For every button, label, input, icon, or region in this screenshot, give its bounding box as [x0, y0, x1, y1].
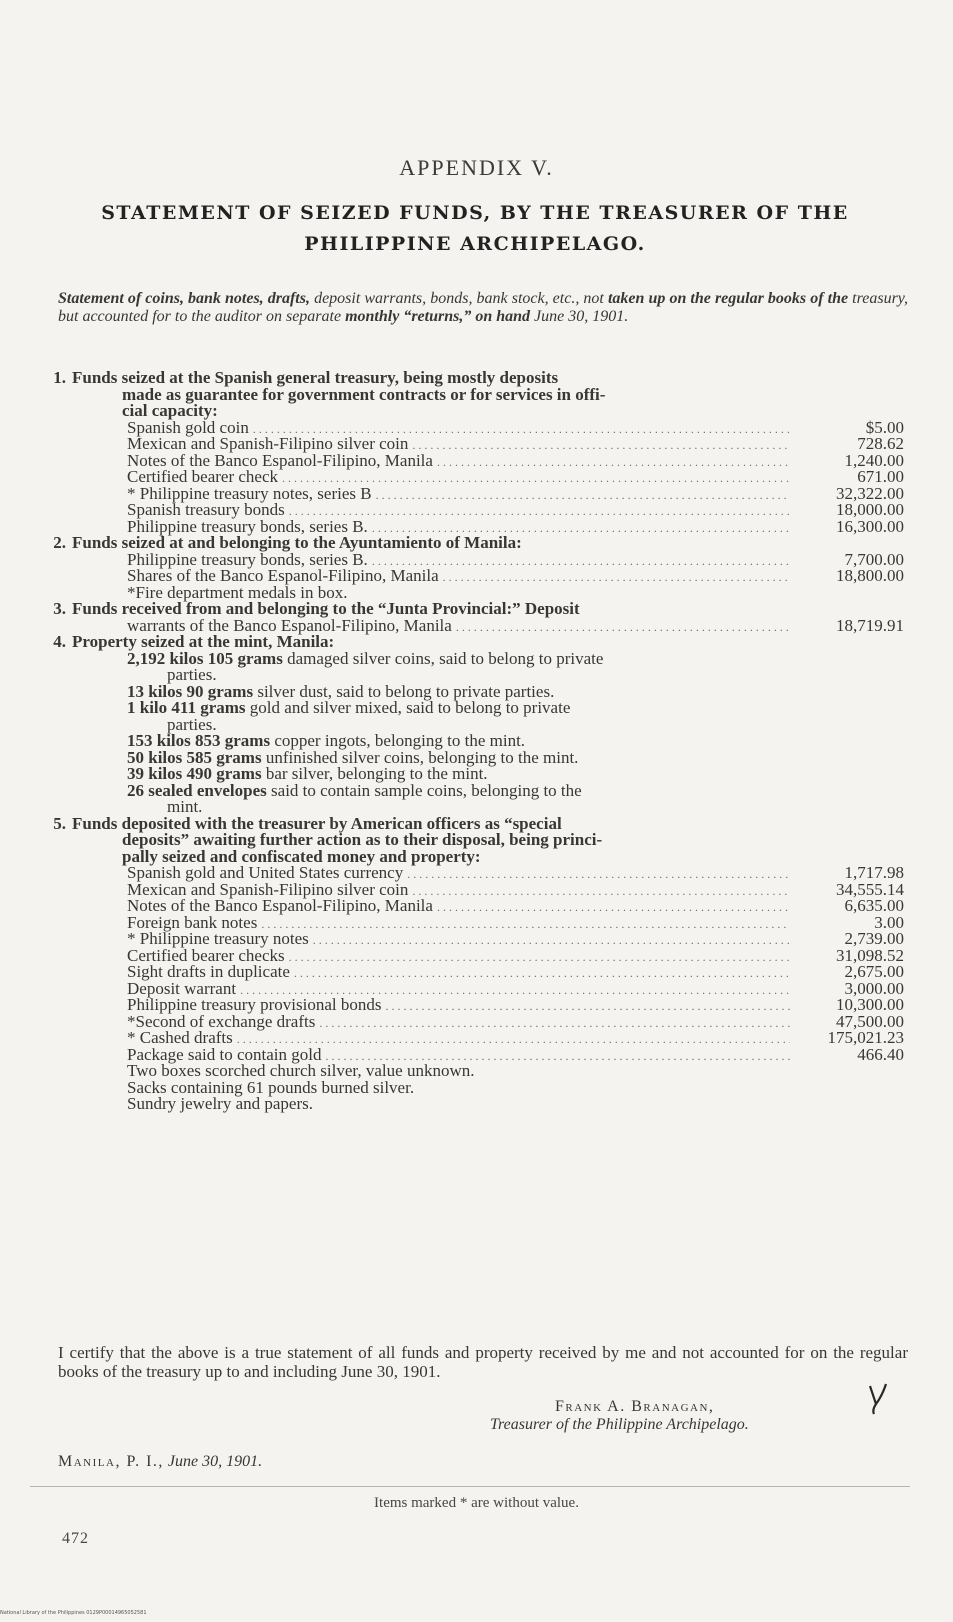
- leader-dots: [386, 998, 790, 1015]
- statement-body: [30, 370, 910, 1113]
- section-number: 1.: [53, 368, 66, 387]
- ledger-label: *Fire department medals in box.: [127, 582, 348, 602]
- ledger-amount: 728.62: [857, 434, 904, 453]
- ledger-amount: 1,717.98: [844, 863, 904, 882]
- ledger-label: Philippine treasury bonds, series B.: [127, 516, 368, 536]
- footnote-divider: [30, 1486, 910, 1487]
- handwritten-signature-mark: [866, 1382, 894, 1416]
- leader-dots: [412, 437, 790, 454]
- property-text: mint.: [167, 797, 203, 816]
- certification-paragraph: I certify that the above is a true statement of all funds and property received by me and not accounted for on the regular books of the treasury up to and including June 30, 1901.: [58, 1343, 908, 1381]
- ledger-amount: 2,739.00: [844, 929, 904, 948]
- leader-dots: [289, 949, 790, 966]
- section-heading-text: Funds received from and belonging to the “Junta Provincial:” Deposit: [72, 599, 580, 618]
- section-heading-text: made as guarantee for government contracts or for services in offi-: [122, 384, 606, 404]
- ledger-label: Mexican and Spanish-Filipino silver coin: [127, 879, 409, 899]
- leader-dots: [313, 932, 790, 949]
- ledger-amount: 31,098.52: [836, 945, 904, 965]
- ledger-label: Mexican and Spanish-Filipino silver coin: [127, 434, 409, 453]
- ledger-amount: 10,300.00: [836, 995, 904, 1014]
- leader-dots: [443, 569, 790, 586]
- ledger-label: * Philippine treasury notes: [127, 929, 309, 948]
- ledger-label: * Cashed drafts: [127, 1028, 233, 1047]
- leader-dots: [294, 965, 790, 982]
- ledger-label: Sacks containing 61 pounds burned silver.: [127, 1077, 415, 1097]
- section-heading-text: Funds seized at the Spanish general treasury, being mostly deposits: [72, 368, 559, 387]
- ledger-amount: $5.00: [865, 417, 904, 437]
- ledger-amount: 18,800.00: [836, 566, 904, 585]
- section-number: 5.: [53, 813, 66, 833]
- ledger-label: warrants of the Banco Espanol-Filipino, Manila: [127, 615, 452, 635]
- leader-dots: [261, 916, 790, 933]
- ledger-row: [30, 1096, 910, 1113]
- ledger-label: Certified bearer check: [127, 467, 279, 486]
- leader-dots: [412, 883, 790, 900]
- ledger-label: Certified bearer checks: [127, 945, 285, 965]
- ledger-label: Shares of the Banco Espanol-Filipino, Manila: [127, 566, 439, 585]
- ledger-amount: 6,635.00: [844, 896, 904, 915]
- ledger-label: Foreign bank notes: [127, 912, 258, 932]
- section-number: 2.: [53, 533, 66, 552]
- ledger-amount: 18,000.00: [836, 500, 904, 519]
- ledger-amount: 2,675.00: [844, 962, 904, 981]
- ledger-label: Notes of the Banco Espanol-Filipino, Manila: [127, 896, 433, 915]
- ledger-amount: 175,021.23: [827, 1028, 904, 1047]
- ledger-amount: 3.00: [874, 912, 904, 932]
- property-text: 1 kilo 411 grams gold and silver mixed, said to belong to private: [127, 698, 571, 717]
- footnote: Items marked * are without value.: [374, 1495, 579, 1511]
- leader-dots: [407, 866, 790, 883]
- section-heading-text: Property seized at the mint, Manila:: [72, 632, 335, 651]
- property-text: parties.: [167, 714, 217, 734]
- property-line: [30, 648, 910, 668]
- ledger-label: Philippine treasury bonds, series B.: [127, 549, 368, 569]
- section-heading-text: deposits” awaiting further action as to their disposal, being princi-: [122, 830, 603, 849]
- ledger-amount: 18,719.91: [836, 615, 904, 635]
- ledger-label: Spanish gold and United States currency: [127, 863, 404, 882]
- place-and-date: Manila, P. I., June 30, 1901.: [58, 1453, 263, 1470]
- ledger-label: Spanish treasury bonds: [127, 500, 285, 519]
- leader-dots: [456, 619, 790, 636]
- section-number: 3.: [53, 599, 66, 618]
- ledger-amount: 466.40: [857, 1044, 904, 1064]
- section-number: 4.: [53, 632, 66, 651]
- property-text: 50 kilos 585 grams unfinished silver coins, belonging to the mint.: [127, 747, 579, 767]
- ledger-label: Deposit warrant: [127, 978, 237, 998]
- ledger-label: Notes of the Banco Espanol-Filipino, Manila: [127, 450, 433, 470]
- ledger-amount: 671.00: [857, 467, 904, 486]
- ledger-amount: 34,555.14: [836, 879, 904, 899]
- property-text: 153 kilos 853 grams copper ingots, belonging to the mint.: [127, 731, 526, 750]
- section-heading-text: Funds deposited with the treasurer by American officers as “special: [72, 813, 562, 833]
- page-number: 472: [62, 1530, 89, 1547]
- leader-dots: [437, 899, 790, 916]
- signatory-title: Treasurer of the Philippine Archipelago.: [490, 1416, 749, 1433]
- appendix-heading: APPENDIX V.: [399, 155, 554, 180]
- property-text: 39 kilos 490 grams bar silver, belonging to the mint.: [127, 764, 488, 783]
- ledger-amount: 32,322.00: [836, 483, 904, 503]
- ledger-amount: 7,700.00: [844, 549, 904, 569]
- ledger-amount: 1,240.00: [844, 450, 904, 470]
- leader-dots: [319, 1015, 790, 1032]
- ledger-label: * Philippine treasury notes, series B: [127, 483, 372, 503]
- ledger-label: Philippine treasury provisional bonds: [127, 995, 382, 1014]
- property-text: 2,192 kilos 105 grams damaged silver coins, said to belong to private: [127, 648, 604, 668]
- ledger-amount: 16,300.00: [836, 516, 904, 536]
- ledger-amount: 47,500.00: [836, 1011, 904, 1031]
- section-heading-text: Funds seized at and belonging to the Ayuntamiento of Manila:: [72, 533, 522, 552]
- leader-dots: [437, 454, 790, 471]
- library-credit: National Library of the Philippines 0129P00014965052581: [0, 1610, 147, 1616]
- section-heading-text: cial capacity:: [122, 401, 218, 420]
- section-heading-text: pally seized and confiscated money and property:: [122, 846, 481, 866]
- ledger-label: Package said to contain gold: [127, 1044, 322, 1064]
- ledger-label: Sundry jewelry and papers.: [127, 1094, 314, 1113]
- statement-title-line2: PHILIPPINE ARCHIPELAGO.: [304, 233, 646, 255]
- statement-subtitle: Statement of coins, bank notes, drafts, deposit warrants, bonds, bank stock, etc., not taken up on the regular books of the treasury, but accounted for to the auditor on separate monthly “returns,” on hand June 30, 1901.: [58, 290, 909, 325]
- ledger-label: Sight drafts in duplicate: [127, 962, 290, 981]
- property-text: parties.: [167, 665, 217, 684]
- signatory-name: Frank A. Branagan,: [555, 1398, 715, 1415]
- ledger-label: Two boxes scorched church silver, value unknown.: [127, 1061, 475, 1080]
- property-line: [30, 700, 910, 717]
- leader-dots: [376, 487, 790, 504]
- property-line: [30, 780, 910, 800]
- ledger-amount: 3,000.00: [844, 978, 904, 998]
- ledger-label: Spanish gold coin: [127, 417, 249, 437]
- statement-title-line1: STATEMENT OF SEIZED FUNDS, BY THE TREASURER OF THE: [101, 202, 849, 224]
- ledger-label: *Second of exchange drafts: [127, 1011, 316, 1031]
- property-text: 13 kilos 90 grams silver dust, said to belong to private parties.: [127, 681, 555, 701]
- property-text: 26 sealed envelopes said to contain sample coins, belonging to the: [127, 780, 582, 800]
